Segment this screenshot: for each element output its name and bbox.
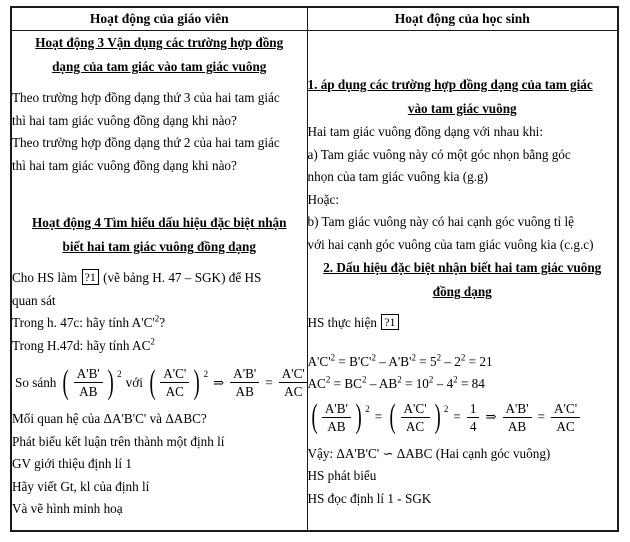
header-teacher-activity: Hoạt động của giáo viên: [11, 7, 307, 31]
section-2-conclusion: Vậy: ΔA'B'C' ∽ ΔABC (Hai cạnh góc vuông): [307, 445, 551, 461]
compare-mid-word: với: [125, 374, 143, 390]
fraction-numerator: A'C': [279, 365, 308, 383]
student-section-2-block: [308, 256, 618, 510]
task-prefix-text: Cho HS làm: [12, 270, 78, 285]
exponent: 2: [365, 403, 370, 414]
fraction-numerator: A'B': [322, 400, 351, 418]
spacer: [12, 79, 307, 87]
spacer: [12, 259, 307, 267]
compare-fraction-1: [60, 365, 121, 400]
student-equation-2: $AC^2 = BC^2 - AB^2 = 10^2 - 4^2 = 84$: [307, 374, 485, 391]
paren-right: ): [193, 363, 201, 401]
activity-3-title-line2: dạng của tam giác vào tam giác vuông: [52, 59, 267, 74]
fraction-numerator: A'C': [401, 400, 430, 418]
fraction: [401, 400, 430, 435]
teacher-compare-formula: [12, 365, 307, 400]
teacher-activity-cell: [11, 31, 307, 532]
activity-4-end-line-4: Hãy viết Gt, kl của định lí: [12, 478, 150, 494]
question-1-box: ?1: [82, 269, 99, 285]
fraction-denominator: AC: [556, 418, 575, 434]
fraction-numerator: 1: [467, 400, 480, 418]
task-suffix-text: (vẽ bảng H. 47 – SGK) để HS: [103, 270, 262, 285]
section-1-title-line1: [308, 73, 618, 97]
activity-4-end-line-5: Và vẽ hình minh hoạ: [12, 501, 123, 516]
question-1-box: ?1: [381, 314, 398, 330]
activity-4-calc-line-1: Trong h. 47c: hãy tính $A'C'^2$?: [12, 313, 166, 330]
section-1-line-b1: b) Tam giác vuông này có hai cạnh góc vuông tỉ lệ: [307, 214, 575, 229]
paren-left: (: [149, 363, 156, 401]
activity-4-end-line-3: GV giới thiệu định lí 1: [12, 456, 132, 471]
activity-4-block: [12, 211, 307, 521]
fraction: [322, 400, 351, 435]
spacer: [308, 31, 618, 57]
fraction-denominator: 4: [469, 418, 477, 434]
section-1-intro: Hai tam giác vuông đồng dạng với nhau khi:: [307, 124, 544, 139]
result-fraction-2: [551, 400, 580, 435]
section-2-title-text: Dấu hiệu đặc biệt nhận biết hai tam giác vuông: [336, 260, 602, 275]
result-fraction-1: [230, 365, 259, 400]
lesson-plan-table: [10, 6, 619, 532]
activity-3-line-4: thì hai tam giác vuông đồng dạng khi nào?: [12, 157, 237, 173]
activity-4-calc-line-2: Trong H.47d: hãy tính $AC^2$: [12, 336, 155, 353]
equals-sign-b: =: [453, 409, 461, 424]
fraction-denominator: AB: [79, 384, 98, 399]
section-2-do-line: [308, 312, 618, 335]
section-2-title-line2: đồng dạng: [432, 284, 492, 299]
result-fraction-1: [503, 400, 532, 435]
spacer: [308, 304, 618, 312]
fraction-numerator: A'C': [551, 400, 580, 418]
compare-fraction-2: [147, 365, 208, 400]
exponent: 2: [203, 369, 209, 379]
section-1-line-or: Hoặc:: [307, 191, 339, 207]
activity-4-end-line-2: Phát biểu kết luận trên thành một định lí: [12, 433, 225, 449]
equals-sign-c: =: [537, 409, 546, 424]
activity-4-task-line: [12, 267, 307, 290]
equals-sign: =: [265, 374, 273, 390]
table-content-row: [11, 31, 618, 532]
section-1-title-text: áp dụng các trường hợp đồng dạng của tam giác: [320, 77, 593, 92]
fraction-numerator: A'B': [503, 400, 532, 418]
fraction-numerator: A'C': [160, 365, 189, 383]
section-1-line-b2: với hai cạnh góc vuông của tam giác vuông kia (c.g.c): [307, 236, 594, 252]
fraction: [74, 365, 103, 400]
equals-sign-a: =: [374, 409, 383, 424]
section-2-end-line-2: HS đọc định lí 1 - SGK: [307, 490, 432, 506]
fraction: [160, 365, 189, 400]
fraction-denominator: AB: [507, 418, 527, 434]
fraction-denominator: AC: [405, 418, 425, 434]
paren-right: ): [355, 398, 362, 435]
fraction-denominator: AB: [327, 418, 346, 434]
student-section-1-block: [308, 73, 618, 256]
spacer: [308, 57, 618, 73]
activity-3-line-3: Theo trường hợp đồng dạng thứ 2 của hai tam giác: [12, 135, 280, 150]
implies-arrow-icon: ⇒: [213, 374, 225, 390]
fraction-denominator: AB: [235, 384, 254, 399]
exponent: 2: [443, 403, 449, 414]
fraction-numerator: A'B': [74, 365, 103, 383]
spacer: [12, 400, 307, 408]
student-ratio-formula: [308, 400, 618, 435]
section-2-number: 2.: [323, 260, 334, 275]
header-student-activity: Hoạt động của học sinh: [307, 7, 618, 31]
implies-arrow-icon: ⇒: [485, 409, 497, 424]
paren-left: (: [389, 398, 396, 435]
fraction-denominator: AC: [284, 384, 303, 399]
fraction-denominator: AC: [165, 384, 184, 399]
ratio-value-fraction: [467, 400, 480, 435]
section-1-number: 1.: [307, 77, 318, 92]
section-1-line-a2: nhọn của tam giác vuông kia (g.g): [307, 169, 489, 184]
activity-4-title-line2: biết hai tam giác vuông đồng dạng: [62, 239, 256, 254]
activity-4-task-continuation: quan sát: [12, 292, 56, 308]
student-activity-cell: [307, 31, 618, 532]
paren-right: ): [107, 363, 114, 401]
activity-3-block: [12, 31, 307, 177]
compare-label: So sánh: [15, 374, 57, 390]
paren-left: (: [62, 363, 70, 401]
table-header-row: [11, 7, 618, 31]
spacer: [308, 335, 618, 351]
section-1-title-line2: vào tam giác vuông: [407, 101, 517, 116]
fraction-numerator: A'B': [230, 365, 259, 383]
do-prefix-text: HS thực hiện: [307, 315, 377, 330]
paren-left: (: [311, 398, 318, 435]
activity-4-end-line-1: Mối quan hệ của ΔA'B'C' và ΔABC?: [12, 411, 207, 426]
activity-4-title-line1: Hoạt động 4 Tìm hiểu dấu hiệu đặc biệt nhận: [32, 215, 287, 230]
exponent: 2: [117, 369, 122, 379]
activity-3-line-1: Theo trường hợp đồng dạng thứ 3 của hai tam giác: [12, 90, 280, 105]
section-1-line-a1: a) Tam giác vuông này có một góc nhọn bằng góc: [307, 146, 571, 162]
section-2-title-line1: [308, 256, 618, 280]
ratio-fraction-1: [309, 400, 370, 435]
student-equation-1: $A'C'^2 = B'C'^2 - A'B'^2 = 5^2 - 2^2 = 21$: [307, 352, 493, 369]
paren-right: ): [434, 398, 441, 435]
activity-3-title-line1: Hoạt động 3 Vận dụng các trường hợp đồng: [35, 35, 284, 50]
activity-3-line-2: thì hai tam giác vuông đồng dạng khi nào?: [12, 112, 237, 128]
spacer: [12, 357, 307, 365]
spacer: [12, 177, 307, 211]
ratio-fraction-2: [387, 400, 448, 435]
section-2-end-line-1: HS phát biểu: [307, 468, 377, 483]
spacer: [308, 435, 618, 443]
result-fraction-2: [279, 365, 308, 400]
